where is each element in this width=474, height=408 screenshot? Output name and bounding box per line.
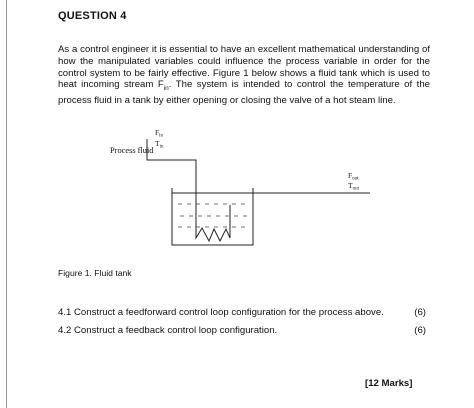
outlet-temp-label: $T_{out}$ (348, 181, 359, 192)
process-fluid-label: Process fluid (110, 146, 154, 155)
outlet-flow-label: $F_{out}$ (348, 171, 359, 182)
steam-coil (196, 192, 230, 241)
question-marks: (6) (414, 325, 426, 336)
page-edge-line (6, 0, 7, 408)
liquid-pattern (178, 204, 250, 227)
intro-subscript: in (163, 85, 169, 93)
fluid-tank-diagram (90, 126, 380, 258)
question-marks: (6) (414, 307, 426, 318)
figure-caption: Figure 1. Fluid tank (58, 268, 132, 278)
question-text: 4.1 Construct a feedforward control loop configuration for the process above. (58, 307, 384, 318)
intro-text-part2: . The system is intended to control the temperature of the process fluid in a tank by either opening or closing the valve of a hot steam line. (58, 79, 430, 107)
tank-wall (172, 188, 253, 245)
question-text: 4.2 Construct a feedback control loop configuration. (58, 325, 278, 336)
intro-text-part1: As a control engineer it is essential to have an excellent mathematical understanding of how the manipulated variables could influence the process variable in order for the control system to be fairly effective. Figure 1 below shows a fluid tank which is used to heat incoming stream F (58, 44, 430, 91)
question-item (58, 307, 430, 318)
question-heading: QUESTION 4 (58, 10, 127, 22)
inlet-temp-label: $T_{in}$ (155, 139, 164, 150)
question-intro-paragraph (58, 44, 430, 107)
inlet-flow-label: $F_{in}$ (155, 128, 164, 139)
total-marks: [12 Marks] (365, 378, 413, 389)
question-item (58, 325, 430, 336)
